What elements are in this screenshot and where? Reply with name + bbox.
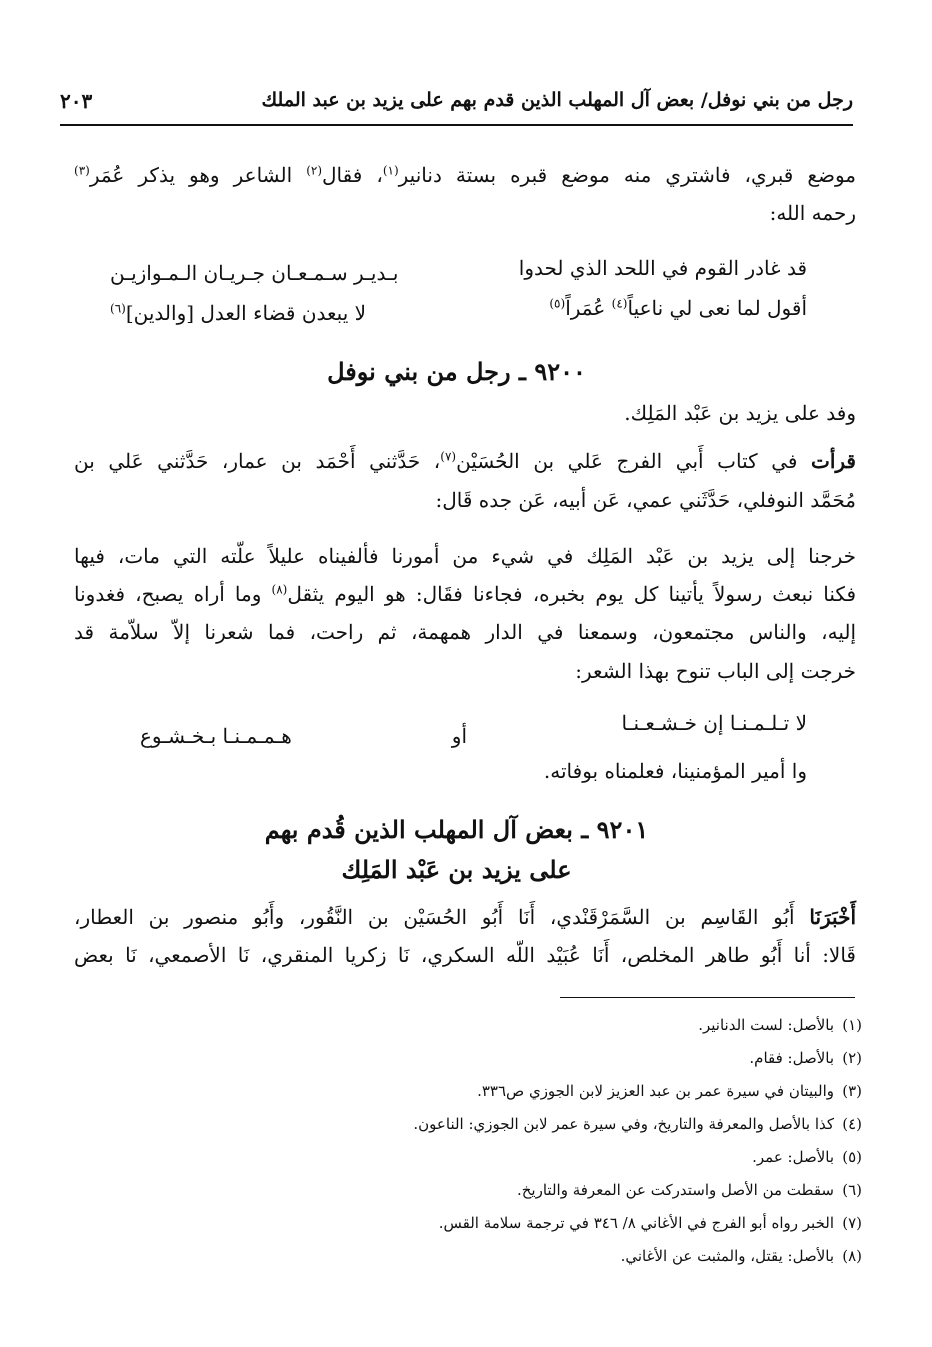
- footnote-number: (٦): [842, 1181, 862, 1199]
- footnote: [62, 1246, 862, 1266]
- entry-heading-continued: على يزيد بن عَبْد المَلِك: [341, 855, 572, 884]
- footnote-text: الخبر رواه أبو الفرج في الأغاني ٨/ ٣٤٦ في ترجمة سلامة القس.: [438, 1214, 834, 1232]
- footnote: [62, 1180, 862, 1200]
- footnote-number: (٥): [842, 1148, 862, 1166]
- footnote-text: بالأصل: عمر.: [752, 1148, 834, 1166]
- isnad-line: قرأت في كتاب أَبي الفرج عَلي بن الحُسَيْن$^{(٧)}$، حَدَّثني أَحْمَد بن عمار، حَدَّثني عَلي بن: [74, 449, 856, 473]
- poem-hemistich: هـمـمـنـا بـخـشـوع: [140, 724, 292, 748]
- footnote-text: كذا بالأصل والمعرفة والتاريخ، وفي سيرة عمر لابن الجوزي: الناعون.: [413, 1115, 834, 1133]
- intro-line: رحمه الله:: [769, 201, 856, 225]
- body-line: خرجت إلى الباب تنوح بهذا الشعر:: [575, 659, 856, 683]
- footnote: [62, 1081, 862, 1101]
- footnote-number: (٧): [842, 1214, 862, 1232]
- isnad-line: مُحَمَّد النوفلي، حَدَّثَني عمي، عَن أبيه، عَن جده قَال:: [435, 488, 856, 512]
- footnote-number: (٤): [842, 1115, 862, 1133]
- footnote-number: (٨): [842, 1247, 862, 1265]
- isnad-line: أَخْبَرَنَا أَبُو القَاسِم بن السَّمَرْقَنْدي، أَنَا أَبُو الحُسَيْن بن النَّقُور، وأَبُو منصور بن العطار،: [74, 905, 856, 929]
- body-line: إليه، والناس مجتمعون، وسمعنا في الدار همهمة، ثم راحت، فما شعرنا إلاّ سلاّمة قد: [74, 620, 856, 644]
- footnote-text: بالأصل: يقتل، والمثبت عن الأغاني.: [620, 1247, 834, 1265]
- entry-heading: ٩٢٠٠ ـ رجل من بني نوفل: [327, 357, 586, 386]
- footnote: [62, 1147, 862, 1167]
- footnote: [62, 1114, 862, 1134]
- page-number: ٢٠٣: [60, 89, 93, 113]
- footnote-separator: [560, 997, 855, 998]
- poem-hemistich: أقول لما نعى لي ناعياً$^{(٤)}$ عُمَراً$^{(٥)}$: [549, 296, 807, 320]
- running-title: رجل من بني نوفل/ بعض آل المهلب الذين قدم بهم على يزيد بن عبد الملك: [261, 89, 853, 111]
- footnote-text: بالأصل: لست الدنانير.: [698, 1016, 834, 1034]
- footnote-number: (٢): [842, 1049, 862, 1067]
- body-line: فكنا نبعث رسولاً يأتينا كل يوم بخبره، فجاءنا فقَال: هو اليوم يثقل$^{(٨)}$ وما أراه يصبح، فغدونا: [74, 582, 857, 606]
- entry-heading: ٩٢٠١ ـ بعض آل المهلب الذين قُدم بهم: [264, 815, 649, 844]
- poem-hemistich: لا تـلـمـنـا إن خـشـعـنـا: [621, 711, 807, 735]
- page-header: [60, 85, 853, 121]
- footnote-text: سقطت من الأصل واستدركت عن المعرفة والتاريخ.: [516, 1181, 834, 1199]
- poem-hemistich: بـديـر سـمـعـان جـريـان الـمـوازيـن: [110, 261, 399, 285]
- entry-lead: وفد على يزيد بن عَبْد المَلِك.: [624, 401, 856, 425]
- footnote-number: (٣): [842, 1082, 862, 1100]
- footnote: [62, 1015, 862, 1035]
- isnad-line: قَالا: أنا أَبُو طاهر المخلص، أَنَا عُبَيْد اللّه السكري، نَا زكريا المنقري، نَا الأصمعي، نَا بعض: [74, 943, 856, 967]
- footnote: [62, 1048, 862, 1068]
- body-line: خرجنا إلى يزيد بن عَبْد المَلِك في شيء من أمورنا فألفيناه عليلاً علّته التي مات، فيها: [74, 544, 856, 568]
- footnote: [62, 1213, 862, 1233]
- poem-hemistich: لا يبعدن قضاء العدل [والدين]$^{(٦)}$: [110, 301, 367, 325]
- footnote-text: بالأصل: فقام.: [749, 1049, 834, 1067]
- header-rule: [60, 124, 853, 126]
- intro-line: موضع قبري، فاشتري منه موضع قبره بستة دنانير$^{(١)}$، فقال$^{(٢)}$ الشاعر وهو يذكر عُمَر$^{(٣)}$: [74, 163, 856, 187]
- body-line: وا أمير المؤمنينا، فعلمناه بوفاته.: [543, 759, 807, 783]
- poem-hemistich-connector: أو: [451, 724, 467, 748]
- footnote-number: (١): [842, 1016, 862, 1034]
- poem-hemistich: قد غادر القوم في اللحد الذي لحدوا: [518, 256, 807, 280]
- footnote-text: والبيتان في سيرة عمر بن عبد العزيز لابن الجوزي ص٣٣٦.: [477, 1082, 834, 1100]
